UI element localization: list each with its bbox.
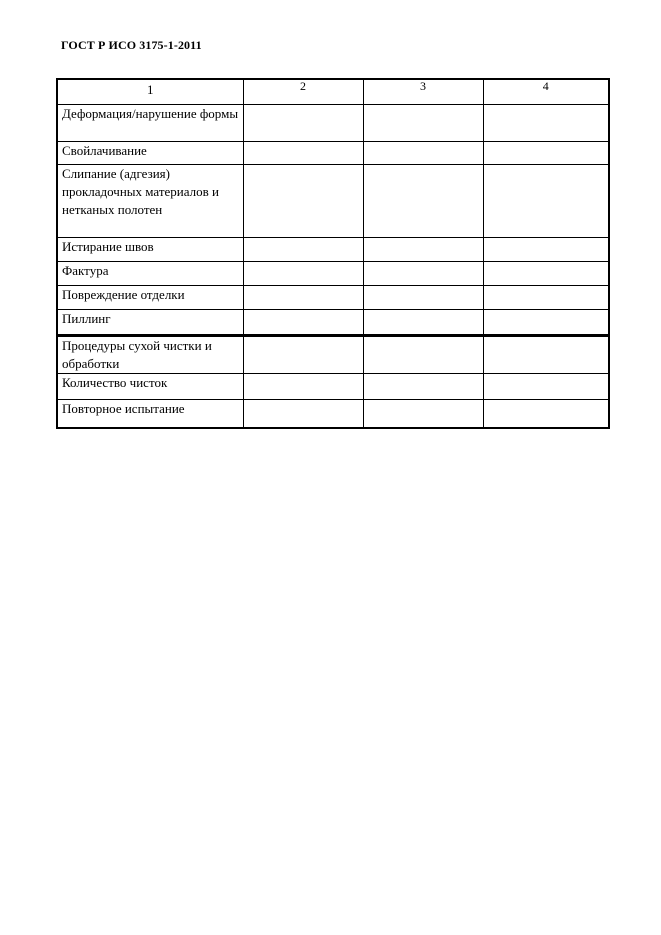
row-label: Количество чисток (57, 374, 243, 400)
table-header-row (57, 79, 609, 105)
table-cell (243, 336, 363, 374)
table-cell (243, 238, 363, 262)
row-label: Пиллинг (57, 310, 243, 336)
table-cell (483, 310, 609, 336)
row-label: Слипание (адгезия) прокладочных материалов и нетканых полотен (57, 165, 243, 238)
table-row (57, 400, 609, 428)
table-cell (243, 165, 363, 238)
row-label: Повреждение отделки (57, 286, 243, 310)
table-cell (243, 105, 363, 142)
document-header: ГОСТ Р ИСО 3175-1-2011 (61, 38, 202, 52)
table-row (57, 336, 609, 374)
row-label: Фактура (57, 262, 243, 286)
table-cell (483, 142, 609, 165)
table-cell (363, 238, 483, 262)
table-row (57, 105, 609, 142)
table-cell (483, 336, 609, 374)
row-label: Повторное испытание (57, 400, 243, 428)
table-row (57, 165, 609, 238)
table-cell (483, 262, 609, 286)
column-number-1: 1 (57, 79, 243, 105)
table-cell (363, 400, 483, 428)
table-cell (363, 374, 483, 400)
table-row (57, 310, 609, 336)
results-table (56, 78, 610, 429)
row-label: Свойлачивание (57, 142, 243, 165)
table-row (57, 286, 609, 310)
column-number-2: 2 (243, 79, 363, 105)
table-cell (243, 310, 363, 336)
table-cell (243, 142, 363, 165)
table-cell (243, 400, 363, 428)
table-cell (363, 336, 483, 374)
table-cell (243, 374, 363, 400)
table-cell (483, 400, 609, 428)
table-cell (363, 165, 483, 238)
table-cell (483, 105, 609, 142)
table-row (57, 142, 609, 165)
table-cell (243, 262, 363, 286)
table-row (57, 262, 609, 286)
column-number-4: 4 (483, 79, 609, 105)
row-label: Истирание швов (57, 238, 243, 262)
table-cell (363, 262, 483, 286)
table-cell (483, 238, 609, 262)
row-label: Процедуры сухой чистки и обработки (57, 336, 243, 374)
table-cell (483, 374, 609, 400)
table-row (57, 374, 609, 400)
table-cell (363, 310, 483, 336)
table-cell (483, 165, 609, 238)
table-cell (363, 142, 483, 165)
table-cell (363, 105, 483, 142)
table-cell (243, 286, 363, 310)
table-cell (483, 286, 609, 310)
table-row (57, 238, 609, 262)
table-cell (363, 286, 483, 310)
row-label: Деформация/нарушение формы (57, 105, 243, 142)
column-number-3: 3 (363, 79, 483, 105)
